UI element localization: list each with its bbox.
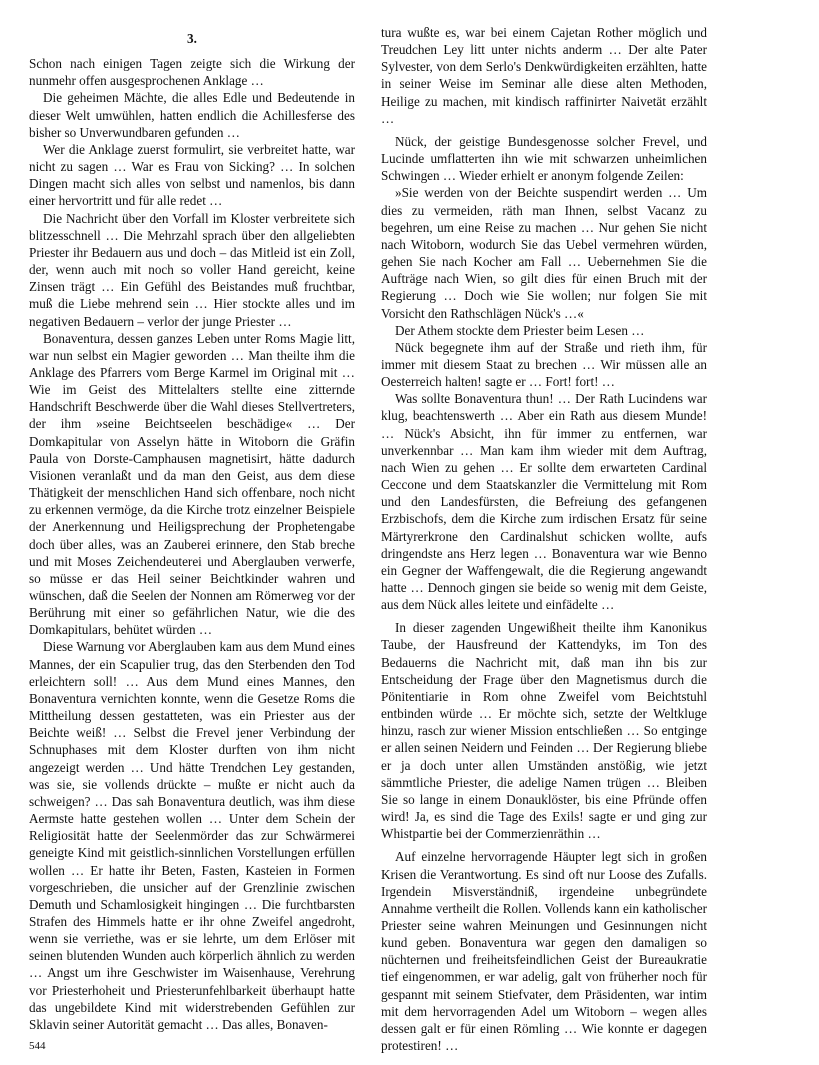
paragraph: Die geheimen Mächte, die alles Edle und Bedeutende in dieser Welt umwühlen, hatten endlich die Achillesferse des bisher so Unverwundbaren gefunden … xyxy=(29,90,355,140)
section-number: 3. xyxy=(187,31,197,46)
paragraph: In dieser zagenden Ungewißheit theilte ihm Kanonikus Taube, der Hausfreund der Kattendyks, im Ton des Bedauerns die Nachricht mit, daß man ihn bis zur Entscheidung der Frage über den Magnetismus durch die Pönitentiarie in Rom ohne Zweifel vom Beichtstuhl entbinden würde … Er möchte sich, setzte der Weltkluge hinzu, rasch zur wiener Mission entschließen … So entginge er allen seinen Neidern und Feinden … Der Regierung bliebe er ja doch unter allen Umständen anstößig, wie jetzt sämmtliche Priester, die adelige Namen trügen … Bleiben Sie so lange in einem Donauklöster, bis eine Pfründe offen wird! Ja, es sind die Tage des Exils! sagte er und ging zur Whistpartie bei der Commerzienräthin … xyxy=(381,620,707,842)
paragraph: Diese Warnung vor Aberglauben kam aus dem Mund eines Mannes, der ein Scapulier trug, das den Sterbenden den Tod erleichtern soll! … Aus dem Mund eines Mannes, den Bonaventura vernichten konnte, wenn die Gesetze Roms die Mittheilung dessen gestatteten, was ein Priester aus der Beichte weiß! … Selbst die Frevel jener Verbindung der Schnuphases mit dem Kloster durften von ihm nicht angezeigt werden … Und hätte Trendchen Ley gestanden, was sie, sie vollends drückte – mußte er nicht auch da schweigen? … Das sah Bonaventura deutlich, was ihm diese Aermste hatte gestehen wollen … Unter dem Schein der Religiosität hatte der Seelenmörder das zur Schwärmerei geneigte Kind mit geistlich-sinnlichen Vorstellungen erfüllen wollen … Er hatte ihr Beten, Fasten, Kasteien in Formen vorgeschrieben, die unsicher auf der Grenzlinie zwischen Demuth und Schamlosigkeit hingingen … Die furchtbarsten Strafen des Himmels hatte er ihr ohne Zweifel angedroht, wenn sie verriethe, was er sie lehrte, um dem Erlöser mit seinen blutenden Wunden auch körperlich ähnlich zu werden … Angst um ihre Geschwister im Waisenhause, Verehrung vor Priesterhoheit und Priesterunfehlbarkeit überhaupt hatte das ungebildete Kind mit widerstrebenden Gefühlen zur Sklavin seiner Autorität gemacht … Das alles, Bonaven- xyxy=(29,639,355,1032)
paragraph: tura wußte es, war bei einem Cajetan Rother möglich und Treudchen Ley litt unter nichts anderm … Der alte Pater Sylvester, von dem Serlo's Denkwürdigkeiten erzählten, hatte in seiner Weise im Seminar alle diese alten Methoden, Heilige zu machen, mit kindisch raffinirter Naivetät erzählt … xyxy=(381,25,707,126)
paragraph: Der Athem stockte dem Priester beim Lesen … xyxy=(395,322,645,338)
page-number: 544 xyxy=(29,1040,46,1052)
paragraph: Auf einzelne hervorragende Häupter legt sich in großen Krisen die Verantwortung. Es sind oft nur Loose des Zufalls. Irgendein Misverständniß, irgendeine unbegründete Annahme vertheilt die Rollen. Vollends kann ein katholischer Priester seine wahren Meinungen und Gesinnungen nicht kund geben. Bonaventura war gegen den damaligen so nüchternen und freiheitsfeindlichen Geist der Bureaukratie tief eingenommen, er war adelig, galt von früherher noch für gespannt mit seinem Stiefvater, dem Präsidenten, war intim mit dem hervorragenden Adel um Witoborn – wegen alles dessen galt er für einen Römling … Wie konnte er dagegen protestiren! … xyxy=(381,849,707,1054)
paragraph: Wer die Anklage zuerst formulirt, sie verbreitet hatte, war nicht zu sagen … War es Frau von Sicking? … In solchen Dingen macht sich alles von selbst und namenlos, bis dann einer hervortritt und für alle redet … xyxy=(29,141,355,209)
quoted-letter: »Sie werden von der Beichte suspendirt werden … Um dies zu vermeiden, räth man Ihnen, selbst Vacanz zu begehren, um eine Reise zu machen … Nur gehen Sie nicht nach Witoborn, wodurch Sie das Uebel vermehren würden, gehen Sie nach Kocher am Fall … Uebernehmen Sie die Aufträge nach Wien, so gilt dies für einen Bruch mit der Regierung … Doch wie Sie wollen; nur folgen Sie mit Vorsicht den Rathschlägen Nück's …« xyxy=(381,185,707,321)
paragraph: Schon nach einigen Tagen zeigte sich die Wirkung der nunmehr offen ausgesprochenen Anklage … xyxy=(29,56,355,89)
paragraph: Was sollte Bonaventura thun! … Der Rath Lucindens war klug, beachtenswerth … Aber ein Rath aus diesem Munde! … Nück's Absicht, ihn für immer zu entfernen, war unverkennbar … Man kam ihm wieder mit dem Auftrag, nach Wien zu gehen … Er sollte dem erwarteten Cardinal Ceccone und dem Staatskanzler die Vermittelung mit Rom und den Landesfürsten, die Befreiung des gefangenen Erzbischofs, dem die Kirche zum irdischen Ersatz für seine Märtyrerkrone den Cardinalshut schicken wollte, aufs dringendste ans Herz legen … Bonaventura war wie Benno ein Gegner der Waffengewalt, die die Regierung angewandt hatte … Dennoch gingen sie beide so wenig mit dem Geiste, aus dem Nück alles leitete und einfädelte … xyxy=(381,391,707,613)
right-column xyxy=(381,24,707,1054)
left-column xyxy=(29,24,355,1033)
paragraph: Bonaventura, dessen ganzes Leben unter Roms Magie litt, war nun selbst ein Magier geworden … Man theilte ihm die Anklage des Pfarrers vom Berge Karmel im Original mit … Wie im Geist des Mittelalters stellte eine zitternde Handschrift Beschwerde über die Wahl dieses Stellvertreters, der ihm »seine Beichtseelen beschädige« … Der Domkapitular von Asselyn hätte in Witoborn die Gräfin Paula von Dorste-Camphausen magnetisirt, hätte dadurch Visionen veranlaßt und da man den Geist, aus dem diese Thätigkeit der menschlichen Hand sich offenbare, noch nicht zu erkennen vermöge, da die Kirche trotz einzelner Beispiele der Anerkennung und Heiligsprechung der Prophetengabe doch über alles, was an Zauberei erinnere, den Stab breche und mit Moses Zeichendeuterei und Aberglauben verwerfe, so müsse er das Heil seiner Beichtkinder wahren und wünschen, daß die Seelen der Nonnen am Römerweg vor der Berührung mit einer so gefährlichen Natur, wie die des Domkapitulars, behütet würden … xyxy=(29,330,355,638)
paragraph: Die Nachricht über den Vorfall im Kloster verbreitete sich blitzesschnell … Die Mehrzahl sprach über den allgeliebten Priester ihr Bedauern aus und doch – das Mitleid ist ein Zoll, der, wenn auch mit noch so voller Hand gereicht, keine Zinsen trägt … Ein Gefühl des Beistandes muß fruchtbar, muß die Liebe mehrend sein … Hier stockte alles und im negativen Bedauern – verlor der junge Priester … xyxy=(29,210,355,329)
paragraph: Nück, der geistige Bundesgenosse solcher Frevel, und Lucinde umflatterten ihn wie mit schwarzen unheimlichen Schwingen … Wieder erhielt er anonym folgende Zeilen: xyxy=(381,133,707,184)
paragraph: Nück begegnete ihm auf der Straße und rieth ihm, für immer mit diesem Staat zu brechen … Wir müssen alle an Oesterreich halten! sagte er … Fort! fort! … xyxy=(381,339,707,390)
